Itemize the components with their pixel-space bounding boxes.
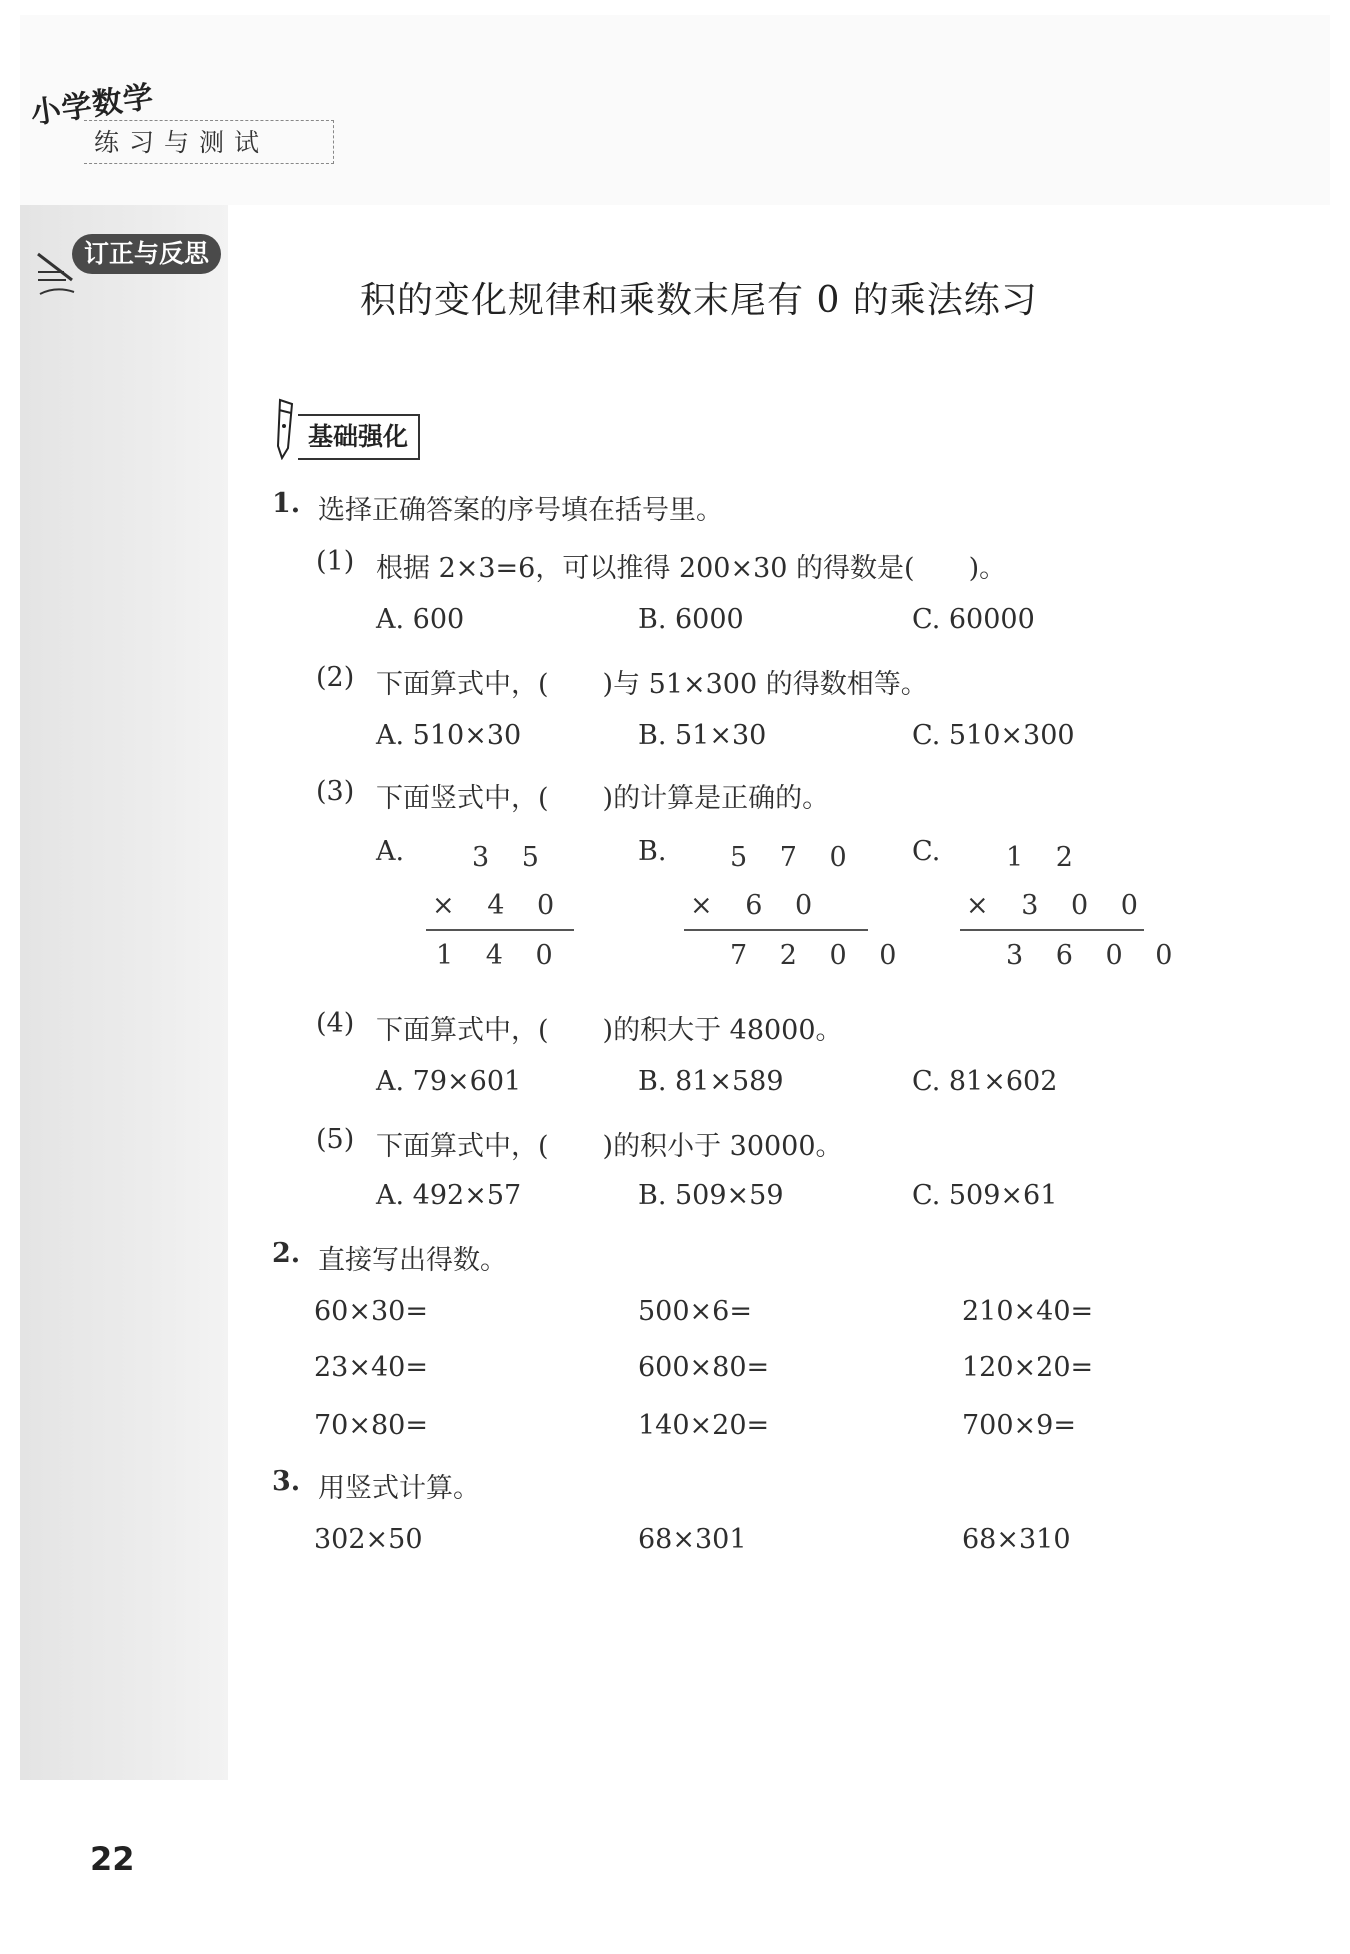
q1-4-option-c: C. 81×602 bbox=[912, 1066, 1058, 1097]
section-badge: 基础强化 bbox=[298, 414, 420, 460]
vertical-c-result: 3 6 0 0 bbox=[1006, 940, 1185, 971]
q2-item: 600×80= bbox=[638, 1352, 770, 1383]
vertical-c-mult: × 3 0 0 bbox=[966, 890, 1150, 921]
q1-1-label: (1) bbox=[316, 546, 355, 577]
q1-5-label: (5) bbox=[316, 1124, 355, 1155]
q1-1-option-b: B. 6000 bbox=[638, 604, 744, 635]
q1-1-option-c: C. 60000 bbox=[912, 604, 1035, 635]
q1-2-label: (2) bbox=[316, 662, 355, 693]
vertical-b-mult: × 6 0 bbox=[690, 890, 825, 921]
q2-number: 2. bbox=[272, 1238, 301, 1269]
q1-5-option-c: C. 509×61 bbox=[912, 1180, 1058, 1211]
q1-2-text: 下面算式中，( )与 51×300 的得数相等。 bbox=[376, 669, 928, 700]
vertical-b-top: 5 7 0 bbox=[730, 842, 859, 873]
q2-item: 120×20= bbox=[962, 1352, 1094, 1383]
q1-3-option-c: C. bbox=[912, 836, 941, 867]
vertical-c-top: 1 2 bbox=[1006, 842, 1085, 873]
q3-number: 3. bbox=[272, 1466, 301, 1497]
q1-2-option-c: C. 510×300 bbox=[912, 720, 1075, 751]
q2-item: 210×40= bbox=[962, 1296, 1094, 1327]
q1-4-label: (4) bbox=[316, 1008, 355, 1039]
q2-item: 60×30= bbox=[314, 1296, 428, 1327]
vertical-a-rule bbox=[426, 929, 574, 931]
page-title: 积的变化规律和乘数末尾有 0 的乘法练习 bbox=[360, 280, 1038, 321]
q2-item: 140×20= bbox=[638, 1410, 770, 1441]
revision-label bbox=[32, 228, 232, 300]
q1-2-option-b: B. 51×30 bbox=[638, 720, 767, 751]
q1-4-text: 下面算式中，( )的积大于 48000。 bbox=[376, 1015, 843, 1046]
q1-5-option-a: A. 492×57 bbox=[376, 1180, 522, 1211]
q3-item: 302×50 bbox=[314, 1524, 423, 1555]
q1-4-option-a: A. 79×601 bbox=[376, 1066, 522, 1097]
q1-2-option-a: A. 510×30 bbox=[376, 720, 522, 751]
q2-item: 700×9= bbox=[962, 1410, 1076, 1441]
vertical-b-result: 7 2 0 0 bbox=[730, 940, 909, 971]
series-title: 小学数学 bbox=[28, 79, 157, 132]
vertical-a-result: 1 4 0 bbox=[436, 940, 565, 971]
pen-icon bbox=[36, 250, 76, 300]
q1-5-option-b: B. 509×59 bbox=[638, 1180, 784, 1211]
q2-item: 500×6= bbox=[638, 1296, 752, 1327]
q1-3-option-b: B. bbox=[638, 836, 667, 867]
q1-3-option-a: A. bbox=[376, 836, 405, 867]
vertical-b-rule bbox=[684, 929, 868, 931]
q1-4-option-b: B. 81×589 bbox=[638, 1066, 784, 1097]
q1-5-text: 下面算式中，( )的积小于 30000。 bbox=[376, 1131, 843, 1162]
q1-1-text: 根据 2×3=6，可以推得 200×30 的得数是( )。 bbox=[376, 553, 1007, 584]
q1-prompt: 选择正确答案的序号填在括号里。 bbox=[318, 495, 723, 526]
q3-item: 68×310 bbox=[962, 1524, 1071, 1555]
vertical-a-top: 3 5 bbox=[472, 842, 551, 873]
q3-prompt: 用竖式计算。 bbox=[318, 1473, 480, 1504]
q1-3-text: 下面竖式中，( )的计算是正确的。 bbox=[376, 783, 830, 814]
pencil-icon bbox=[268, 396, 302, 460]
vertical-a-mult: × 4 0 bbox=[432, 890, 567, 921]
vertical-c-rule bbox=[960, 929, 1144, 931]
q3-item: 68×301 bbox=[638, 1524, 747, 1555]
q1-3-label: (3) bbox=[316, 776, 355, 807]
series-subtitle: 练习与测试 bbox=[84, 120, 334, 164]
q2-item: 70×80= bbox=[314, 1410, 428, 1441]
q2-item: 23×40= bbox=[314, 1352, 428, 1383]
q1-1-option-a: A. 600 bbox=[376, 604, 465, 635]
q1-number: 1. bbox=[272, 488, 301, 519]
header-band bbox=[20, 15, 1330, 205]
revision-margin bbox=[20, 205, 228, 1780]
q2-prompt: 直接写出得数。 bbox=[318, 1245, 507, 1276]
revision-title: 订正与反思 bbox=[72, 234, 221, 274]
page-number: 22 bbox=[90, 1840, 135, 1878]
